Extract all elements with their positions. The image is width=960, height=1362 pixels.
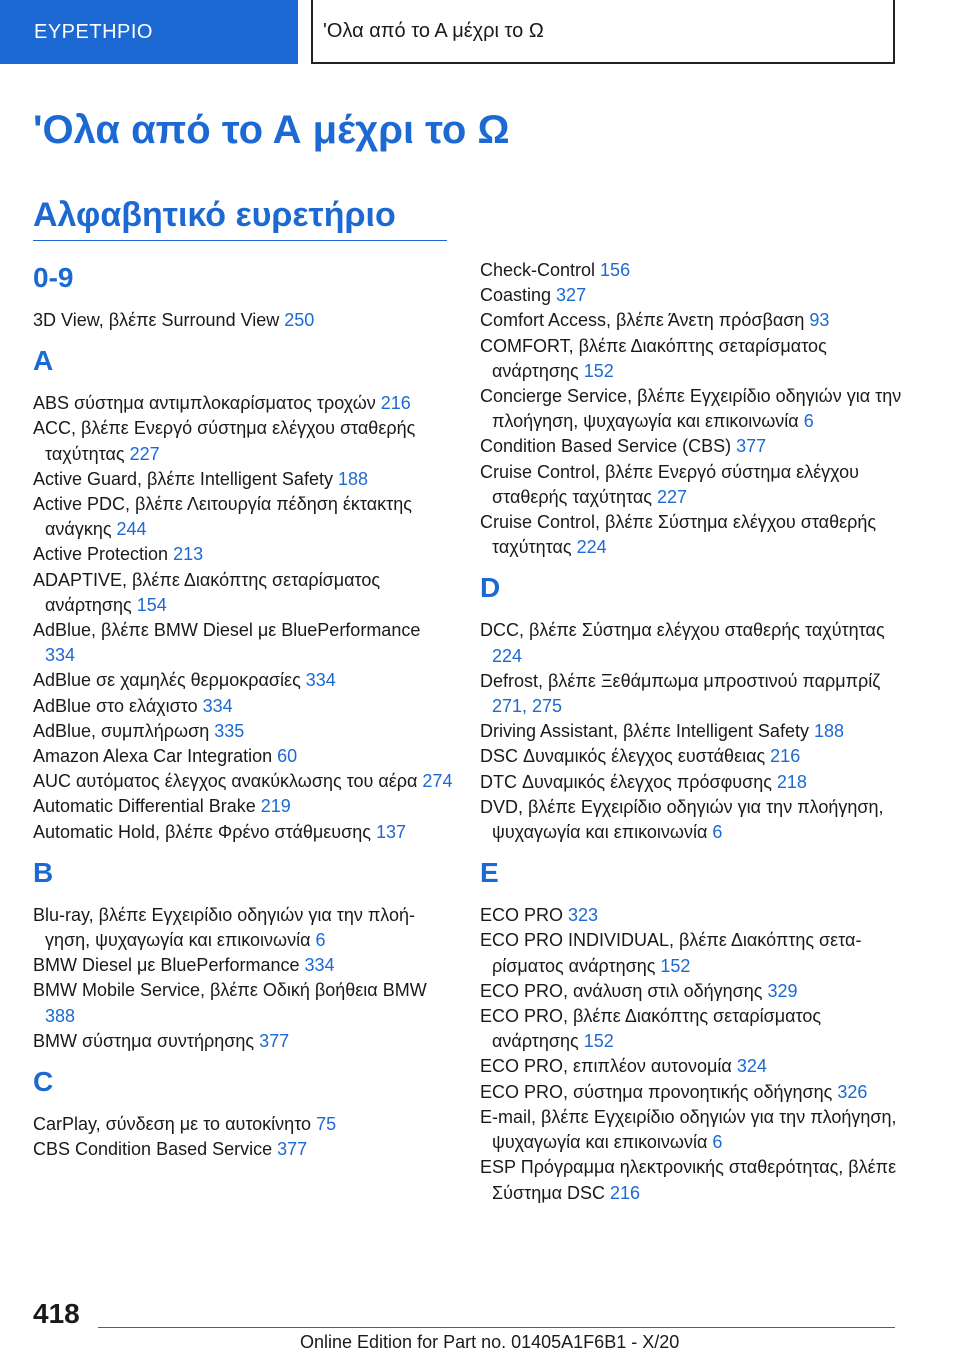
index-entry — [480, 744, 910, 769]
index-entry-text: ECO PRO, βλέπε Διακόπτης σεταρίσματος ανάρτησης — [480, 1006, 822, 1052]
page-reference-link[interactable]: 377 — [277, 1139, 308, 1160]
index-entry-text: Active Guard, βλέπε Intelligent Safety — [33, 468, 338, 489]
index-entry-text: ACC, βλέπε Ενεργό σύστημα ελέγχου σταθερής ταχύτητας — [33, 418, 416, 464]
index-entry — [480, 719, 910, 744]
index-entry — [480, 1004, 910, 1054]
page-reference-link[interactable]: 334 — [45, 645, 76, 666]
page-reference-link[interactable]: 152 — [583, 360, 614, 381]
index-entry-text: ECO PRO, επιπλέον αυτονομία — [480, 1056, 737, 1077]
index-title: Αλφαβητικό ευρετήριο — [33, 196, 396, 234]
page-reference-link[interactable]: 6 — [315, 930, 326, 951]
index-entry-text: AdBlue σε χαμηλές θερμοκρασίες — [33, 670, 306, 691]
index-entry-text: Cruise Control, βλέπε Σύστημα ελέγχου σταθερής ταχύτητας — [480, 512, 877, 558]
index-entry-text: Active PDC, βλέπε Λειτουργία πέδηση έκτακτης ανάγκης — [33, 494, 412, 540]
index-entry — [480, 1155, 910, 1205]
index-entry — [33, 694, 453, 719]
index-entry-text: Coasting — [480, 285, 557, 306]
page-reference-link[interactable]: 334 — [304, 955, 335, 976]
index-letter-heading: E — [480, 857, 499, 889]
index-entry-text: Cruise Control, βλέπε Ενεργό σύστημα ελέγχου σταθερής ταχύτητας — [480, 461, 859, 507]
section-title-box: 'Ολα από το Α μέχρι το Ω — [311, 0, 895, 64]
page-reference-link[interactable]: 271, 275 — [492, 696, 563, 717]
index-entry-text: Concierge Service, βλέπε Εγχειρίδιο οδηγιών για την πλοήγηση, ψυχαγωγία και επικοινωνία — [480, 386, 902, 432]
page-reference-link[interactable]: 326 — [837, 1081, 868, 1102]
page-reference-link[interactable]: 388 — [45, 1005, 76, 1026]
page-reference-link[interactable]: 329 — [767, 980, 798, 1001]
page-reference-link[interactable]: 377 — [259, 1030, 290, 1051]
index-entry-text: ECO PRO INDIVIDUAL, βλέπε Διακόπτης σεταρίσματος ανάρτησης — [480, 930, 862, 976]
index-entry-text: 3D View, βλέπε Surround View — [33, 310, 285, 330]
index-letter-heading: 0-9 — [33, 262, 74, 293]
index-entry — [33, 618, 453, 668]
page-reference-link[interactable]: 244 — [116, 519, 147, 540]
index-entry-text: Automatic Differential Brake — [33, 796, 261, 817]
index-entry-text: Driving Assistant, βλέπε Intelligent Safety — [480, 721, 814, 742]
index-letter-heading: C — [33, 1066, 54, 1098]
page-reference-link[interactable]: 156 — [600, 260, 631, 280]
page-reference-link[interactable]: 93 — [809, 310, 830, 331]
page-reference-link[interactable]: 218 — [776, 771, 807, 792]
page-reference-link[interactable]: 323 — [568, 905, 599, 926]
index-entry-text: Active Protection — [33, 544, 174, 565]
title-divider — [33, 240, 447, 241]
page-reference-link[interactable]: 188 — [813, 721, 845, 742]
index-entry — [480, 510, 910, 560]
index-entry-text: BMW Diesel με BluePerformance — [33, 955, 305, 976]
index-entry-text: ECO PRO, ανάλυση στιλ οδήγησης — [480, 980, 768, 1001]
index-entry-text: AdBlue, συμπλήρωση — [33, 720, 215, 741]
index-entry — [480, 283, 910, 308]
index-entry-text: Defrost, βλέπε Ξεθάμπωμα μπροστινού παρμπρίζ — [480, 670, 881, 691]
index-letter-heading: A — [33, 345, 54, 377]
page-reference-link[interactable]: 216 — [770, 746, 801, 767]
page-reference-link[interactable]: 152 — [660, 955, 691, 976]
index-entry — [33, 794, 453, 819]
index-entry-text: DSC Δυναμικός έλεγχος ευστάθειας — [480, 746, 771, 767]
page-reference-link[interactable]: 60 — [277, 746, 298, 767]
page-reference-link[interactable]: 154 — [136, 594, 167, 615]
index-entry-text: ADAPTIVE, βλέπε Διακόπτης σεταρίσματος ανάρτησης — [33, 569, 381, 615]
index-entry — [33, 391, 453, 416]
index-entry — [33, 416, 453, 466]
page-reference-link[interactable]: 227 — [129, 443, 160, 464]
index-entry — [33, 1112, 453, 1137]
index-entry — [33, 719, 453, 744]
page-reference-link[interactable]: 188 — [337, 468, 369, 489]
page-title: 'Ολα από το Α μέχρι το Ω — [33, 108, 510, 152]
index-entry-text: AdBlue στο ελάχιστο — [33, 695, 203, 716]
index-entry-text: BMW Mobile Service, βλέπε Οδική βοήθεια BMW — [33, 980, 427, 1001]
index-entry — [480, 460, 910, 510]
index-entry-text: DCC, βλέπε Σύστημα ελέγχου σταθερής ταχύτητας — [480, 620, 885, 641]
index-entry-text: Check-Control — [480, 260, 601, 280]
index-entry-text: AUC αυτόματος έλεγχος ανακύκλωσης του αέρα — [33, 771, 423, 792]
page-reference-link[interactable]: 6 — [803, 411, 814, 432]
page-reference-link[interactable]: 377 — [736, 436, 767, 457]
index-entry — [480, 1080, 910, 1105]
index-entry-text: ABS σύστημα αντιμπλοκαρίσματος τροχών — [33, 393, 381, 414]
index-entry — [33, 668, 453, 693]
index-entry — [33, 953, 453, 978]
index-entry — [480, 258, 910, 283]
page-reference-link[interactable]: 324 — [736, 1056, 767, 1077]
index-column-left — [33, 258, 453, 1162]
page-reference-link[interactable]: 137 — [375, 821, 406, 842]
index-entry-text: Automatic Hold, βλέπε Φρένο στάθμευσης — [33, 821, 376, 842]
index-entry-text: Comfort Access, βλέπε Άνετη πρόσβαση — [480, 310, 810, 331]
index-entry-text: CBS Condition Based Service — [33, 1139, 278, 1160]
page-reference-link[interactable]: 327 — [556, 285, 587, 306]
index-entry — [480, 1105, 910, 1155]
index-entry — [480, 434, 910, 459]
footer-divider — [98, 1327, 895, 1328]
page-reference-link[interactable]: 152 — [583, 1031, 614, 1052]
index-entry-text: ECO PRO, σύστημα προνοητικής οδήγησης — [480, 1081, 838, 1102]
index-entry-text: AdBlue, βλέπε BMW Diesel με BluePerformance — [33, 620, 421, 641]
index-letter-heading: B — [33, 856, 54, 888]
index-entry-text: BMW σύστημα συντήρησης — [33, 1030, 260, 1051]
page-reference-link[interactable]: 224 — [576, 537, 607, 558]
index-entry — [33, 308, 453, 333]
index-entry — [33, 568, 453, 618]
index-entry-text: DTC Δυναμικός έλεγχος πρόσφυσης — [480, 771, 777, 792]
page-reference-link[interactable]: 75 — [316, 1114, 337, 1135]
index-entry-text: ECO PRO — [480, 905, 569, 926]
page-reference-link[interactable]: 335 — [214, 720, 245, 741]
index-entry — [480, 928, 910, 978]
index-entry — [33, 492, 453, 542]
index-entry — [480, 308, 910, 333]
index-entry — [33, 1137, 453, 1162]
index-entry-text: CarPlay, σύνδεση με το αυτοκίνητο — [33, 1114, 317, 1135]
section-tab[interactable]: ΕΥΡΕΤΗΡΙΟ — [0, 0, 298, 64]
page-reference-link[interactable]: 216 — [609, 1182, 641, 1203]
index-entry-text: DVD, βλέπε Εγχειρίδιο οδηγιών για την πλοήγηση, ψυχαγωγία και επικοινωνία — [480, 796, 884, 843]
footer-edition: Online Edition for Part no. 01405A1F6B1 - X/20 — [300, 1332, 680, 1352]
index-entry — [33, 820, 453, 845]
page-reference-link[interactable]: 274 — [422, 771, 453, 792]
index-entry — [33, 744, 453, 769]
index-entry-text: Amazon Alexa Car Integration — [33, 746, 278, 767]
page-number: 418 — [33, 1298, 80, 1329]
index-entry — [480, 979, 910, 1004]
index-entry-text: Condition Based Service (CBS) — [480, 436, 737, 457]
index-entry — [480, 770, 910, 795]
page-reference-link[interactable]: 6 — [712, 1132, 723, 1153]
index-entry — [480, 1054, 910, 1079]
index-letter-heading: D — [480, 572, 501, 604]
index-entry-text: COMFORT, βλέπε Διακόπτης σεταρίσματος ανάρτησης — [480, 335, 827, 381]
index-entry — [33, 903, 453, 953]
page-reference-link[interactable]: 216 — [380, 393, 411, 414]
page-reference-link[interactable]: 6 — [712, 822, 723, 843]
page-reference-link[interactable]: 224 — [492, 645, 523, 666]
index-entry — [480, 669, 910, 719]
page-reference-link[interactable]: 334 — [305, 670, 336, 691]
index-entry — [33, 978, 453, 1028]
index-entry — [480, 795, 910, 845]
index-entry — [480, 618, 910, 668]
page-reference-link[interactable]: 250 — [284, 310, 315, 330]
index-entry-text: E-mail, βλέπε Εγχειρίδιο οδηγιών για την πλοήγηση, ψυχαγωγία και επικοινωνία — [480, 1106, 897, 1153]
index-entry — [33, 769, 453, 794]
index-entry — [480, 903, 910, 928]
page-reference-link[interactable]: 219 — [260, 796, 291, 817]
page-reference-link[interactable]: 213 — [173, 544, 204, 565]
index-entry-text: ESP Πρόγραμμα ηλεκτρονικής σταθερότητας, βλέπε Σύστημα DSC — [480, 1157, 897, 1203]
page-reference-link[interactable]: 227 — [656, 486, 687, 507]
index-entry — [33, 542, 453, 567]
index-column-right — [480, 258, 910, 1206]
page-reference-link[interactable]: 334 — [202, 695, 233, 716]
index-entry — [33, 1029, 453, 1054]
index-entry — [480, 384, 910, 434]
index-entry — [480, 334, 910, 384]
index-entry — [33, 467, 453, 492]
index-entry-text: Blu-ray, βλέπε Εγχειρίδιο οδηγιών για την πλοήγηση, ψυχαγωγία και επικοινωνία — [33, 904, 416, 951]
